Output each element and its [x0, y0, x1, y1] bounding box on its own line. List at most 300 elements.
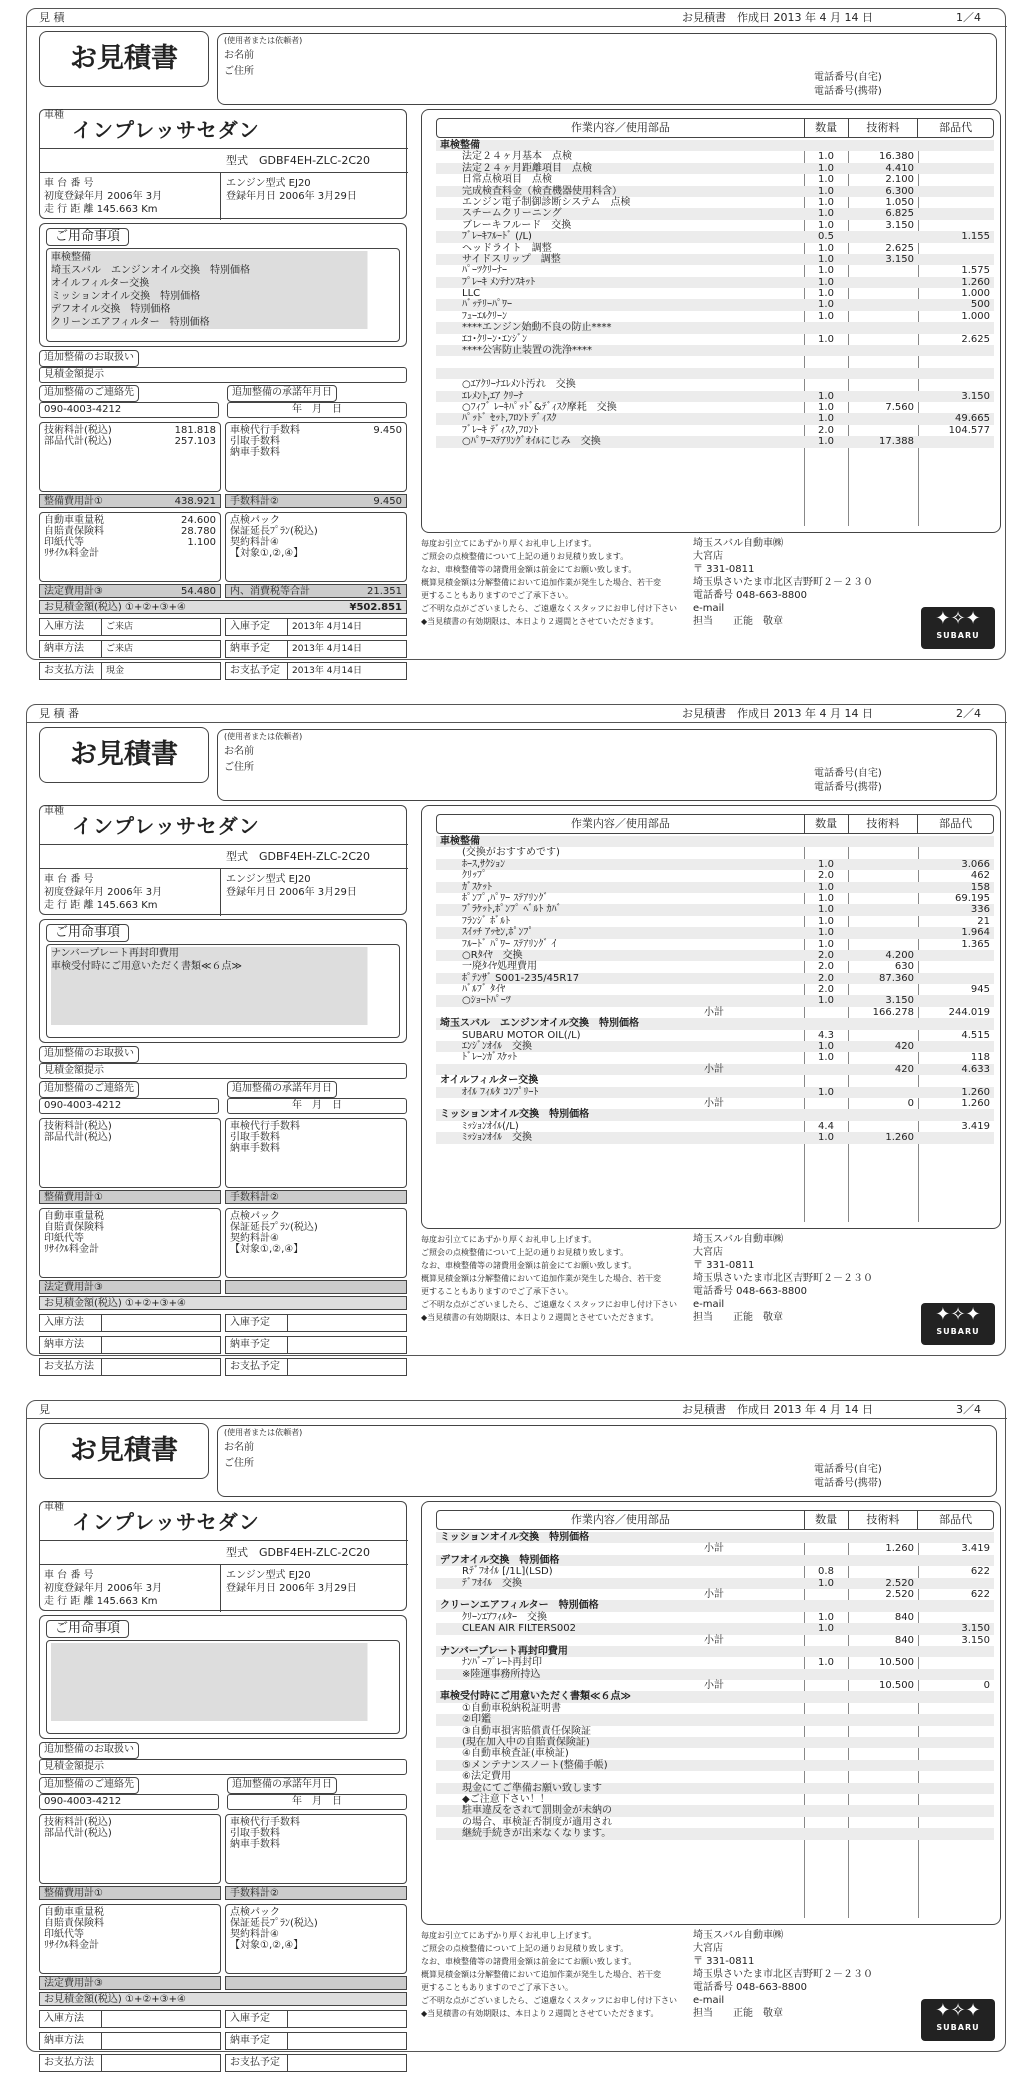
- item-fee: 3.150: [885, 253, 914, 265]
- table-row: [436, 402, 994, 413]
- table-row: [436, 1794, 994, 1805]
- item-fee: [848, 859, 918, 870]
- reg-date: 登録年月日 2006年 3月29日: [226, 887, 357, 898]
- table-row: [436, 961, 994, 972]
- shop-name: 埼玉スバル自動車㈱: [693, 1930, 783, 1941]
- shop-tel: 電話番号 048-663-8800: [693, 1286, 808, 1297]
- column-header: 技術料: [848, 1511, 918, 1529]
- item-name: ○ﾌｨﾌﾞ ﾚｰｷﾊﾟｯﾄﾞ&ﾃﾞｨｽｸ摩耗 交換: [462, 401, 617, 413]
- schedule-label: 入庫方法: [40, 1315, 102, 1331]
- item-name: 一廃ﾀｲﾔ処理費用: [462, 961, 537, 973]
- car-name: インプレッサセダン: [72, 118, 260, 142]
- table-row: [436, 1737, 994, 1748]
- page-header: [27, 1401, 1007, 1419]
- order-item: [51, 1695, 395, 1708]
- subtotals-2: [39, 1280, 407, 1294]
- item-fee: [848, 413, 918, 424]
- item-parts: [918, 1726, 994, 1737]
- item-name: ②印鑑: [462, 1714, 491, 1726]
- item-qty: [804, 836, 848, 847]
- item-qty: 2.0: [818, 961, 834, 973]
- engine-type: エンジン型式 EJ20: [226, 874, 311, 885]
- estimate-page: [26, 1400, 1006, 2068]
- item-parts: [918, 1132, 994, 1143]
- item-fee: [848, 847, 918, 858]
- table-row: [436, 1760, 994, 1771]
- item-parts: [918, 1771, 994, 1782]
- table-row: [436, 140, 994, 151]
- item-fee: 17.388: [879, 436, 914, 448]
- item-fee: 87.360: [879, 972, 914, 984]
- schedule-label: 入庫予定: [226, 619, 288, 635]
- item-name: ﾊﾞﾙﾌﾞ ﾀｲﾔ: [462, 984, 506, 996]
- consumption-tax: [225, 1976, 407, 1990]
- item-parts: [918, 1828, 994, 1839]
- schedule-label: 納車予定: [226, 1337, 288, 1353]
- order-item: [51, 973, 395, 986]
- item-qty: 1.0: [818, 1611, 834, 1623]
- schedule-row: [39, 618, 407, 636]
- orders-title: ご用命事項: [46, 1620, 129, 1638]
- insurance-value: 28.780: [181, 526, 216, 537]
- tel-mobile-label: 電話番号(携帯): [814, 86, 882, 97]
- table-row: [436, 368, 994, 379]
- item-parts: 1.260: [961, 276, 990, 288]
- table-row: [436, 1669, 994, 1680]
- schedule-label: お支払予定: [226, 2055, 288, 2071]
- item-fee: 630: [894, 961, 914, 973]
- table-row: [436, 1612, 994, 1623]
- extra-service: [39, 1046, 407, 1114]
- item-fee: [848, 231, 918, 242]
- item-name: 車検受付時にご用意いただく書類≪６点≫: [440, 1691, 631, 1703]
- schedule-cell: [225, 618, 407, 636]
- warranty: 保証延長ﾌﾟﾗﾝ(税込): [230, 526, 318, 537]
- item-qty: 1.0: [818, 390, 834, 402]
- approve-value: 年 月 日: [227, 1794, 407, 1811]
- item-name: ナンバープレート再封印費用: [440, 1645, 568, 1657]
- item-parts: [918, 1669, 994, 1680]
- divider: [220, 868, 221, 916]
- table-row: [436, 882, 994, 893]
- item-qty: 1.0: [818, 151, 834, 163]
- divider: [40, 844, 408, 845]
- item-name: ④自動車検査証(車検証): [462, 1748, 569, 1760]
- table-row: [436, 334, 994, 345]
- item-parts: [918, 847, 994, 858]
- divider: [40, 1564, 408, 1565]
- table-row: [436, 1064, 994, 1075]
- contract-total: 契約料計④: [230, 537, 279, 548]
- column-header: 技術料: [848, 815, 918, 833]
- divider: [220, 172, 221, 220]
- page-title: お見積書: [39, 1423, 209, 1479]
- item-fee: 420: [894, 1063, 914, 1075]
- item-fee: [848, 939, 918, 950]
- item-parts: 3.066: [961, 858, 990, 870]
- item-qty: 1.0: [818, 333, 834, 345]
- name-label: お名前: [224, 1442, 254, 1453]
- orders-box: [39, 919, 407, 1043]
- name-label: お名前: [224, 50, 254, 61]
- item-name: ﾌﾞﾚｰｷ ﾃﾞｨｽｸ,ﾌﾛﾝﾄ: [462, 424, 539, 436]
- contact-col: [39, 1777, 219, 1810]
- item-name: ﾃﾞﾌｵｲﾙ 交換: [462, 1577, 522, 1589]
- schedule-value: 2013年 4月14日: [292, 666, 362, 676]
- note-line: 毎度お引立てにあずかり厚くお礼申し上げます。: [421, 1235, 597, 1244]
- shop-branch: 大宮店: [693, 551, 723, 562]
- item-fee: [848, 356, 918, 367]
- car-name: インプレッサセダン: [72, 814, 260, 838]
- vehicle-info: [39, 1501, 407, 1611]
- item-fee: 2.520: [885, 1588, 914, 1600]
- shop-staff: 担当 正能 敬章: [693, 1312, 783, 1323]
- first-reg: 初度登録年月 2006年 3月: [44, 191, 163, 202]
- schedule-cell: [39, 640, 221, 658]
- item-qty: [804, 1680, 848, 1691]
- schedule: [39, 618, 407, 680]
- orders-title: ご用命事項: [46, 228, 129, 246]
- item-name: [436, 356, 804, 367]
- item-qty: 1.0: [818, 253, 834, 265]
- item-name: ﾊﾞｯﾃﾘｰﾊﾟﾜｰ: [462, 299, 512, 311]
- tech-label: 技術料計(税込): [44, 425, 112, 436]
- orders-list: [46, 944, 400, 1038]
- schedule-cell: [225, 1336, 407, 1354]
- shop-address: 埼玉県さいたま市北区吉野町２－２３０: [693, 1969, 873, 1980]
- legal-total: [39, 1976, 221, 1990]
- schedule-value: [288, 1315, 292, 1331]
- item-parts: [918, 1657, 994, 1668]
- order-item: 車検整備: [51, 251, 395, 264]
- table-row: [436, 1018, 994, 1029]
- item-qty: [804, 1794, 848, 1805]
- item-qty: [804, 1760, 848, 1771]
- item-name: (現在加入中の自賠責保険証): [462, 1737, 590, 1749]
- shop-info: [693, 537, 943, 628]
- schedule-value: [288, 2055, 292, 2071]
- item-name: ﾎｰｽ,ｻｸｼｮﾝ: [462, 858, 506, 870]
- fees: [225, 1118, 407, 1188]
- schedule-label: 納車方法: [40, 641, 102, 657]
- shop-staff: 担当 正能 敬章: [693, 2008, 783, 2019]
- orders-box: [39, 1615, 407, 1739]
- grand-label: お見積金額(税込) ①+②+③+④: [44, 602, 186, 613]
- item-name: 現金にてご準備お願い致します: [462, 1782, 602, 1794]
- item-name: ﾐｯｼｮﾝｵｲﾙ 交換: [462, 1132, 532, 1144]
- table-row: [436, 1771, 994, 1782]
- item-qty: [804, 1018, 848, 1029]
- schedule-row: [39, 640, 407, 658]
- item-parts: 49.665: [955, 413, 990, 425]
- item-name: ブレーキフルード 交換: [462, 219, 572, 231]
- engine-type: エンジン型式 EJ20: [226, 178, 311, 189]
- note-line: なお、車検整備等の諸費用金額は前金にてお願い致します。: [421, 1957, 637, 1966]
- car-model: 型式 GDBF4EH-ZLC-2C20: [226, 154, 371, 167]
- item-qty: [804, 1109, 848, 1120]
- check-pack: 点検パック: [230, 1211, 280, 1222]
- grand-label: お見積金額(税込) ①+②+③+④: [44, 1298, 186, 1309]
- table-row: [436, 847, 994, 858]
- reg-date: 登録年月日 2006年 3月29日: [226, 191, 357, 202]
- item-fee: [848, 916, 918, 927]
- table-row: [436, 322, 994, 333]
- item-fee: [848, 870, 918, 881]
- extra-label: 追加整備のお取扱い: [39, 350, 139, 367]
- item-qty: 2.0: [818, 424, 834, 436]
- schedule-label: 納車方法: [40, 2033, 102, 2049]
- item-fee: 1.260: [885, 1132, 914, 1144]
- column-header: 数量: [804, 1511, 848, 1529]
- subaru-stars-icon: ✦✧✦: [935, 608, 981, 629]
- column-header: 作業内容／使用部品: [570, 817, 670, 830]
- item-qty: [804, 1075, 848, 1086]
- schedule-label: お支払予定: [226, 1359, 288, 1375]
- item-parts: [918, 1612, 994, 1623]
- item-parts: [918, 1532, 994, 1543]
- item-qty: [804, 345, 848, 356]
- item-parts: 2.625: [961, 333, 990, 345]
- item-parts: [918, 243, 994, 254]
- notes: [421, 1929, 681, 2020]
- subaru-logo: [921, 607, 995, 649]
- item-name: 日常点検項目 点検: [462, 174, 552, 186]
- note-line: 概算見積金額は分解整備において追加作業が発生した場合、若干変: [421, 578, 661, 587]
- doc-label: 見 積 番: [39, 707, 79, 720]
- orders-box: [39, 223, 407, 347]
- item-qty: [804, 1543, 848, 1554]
- item-name: 完成検査料金（検査機器使用料含）: [462, 185, 622, 197]
- table-row: [436, 254, 994, 265]
- item-fee: [848, 379, 918, 390]
- insurance: 自賠責保険料: [44, 526, 104, 537]
- extra-value: 見積金額提示: [39, 367, 407, 384]
- item-parts: [918, 1748, 994, 1759]
- item-name: ミッションオイル交換 特別価格: [440, 1109, 590, 1121]
- pickup-fee: 引取手数料: [230, 1828, 280, 1839]
- schedule-cell: [39, 2054, 221, 2072]
- item-parts: [918, 1075, 994, 1086]
- totals-1: [39, 422, 407, 492]
- reg-date: 登録年月日 2006年 3月29日: [226, 1583, 357, 1594]
- item-parts: 69.195: [955, 892, 990, 904]
- extra-label: 追加整備のお取扱い: [39, 1742, 139, 1759]
- item-qty: 1.0: [818, 242, 834, 254]
- totals-1: [39, 1118, 407, 1188]
- schedule-value: [102, 1315, 106, 1331]
- item-qty: [804, 1532, 848, 1543]
- table-row: [436, 243, 994, 254]
- item-parts: 500: [970, 299, 990, 311]
- schedule-cell: [39, 1314, 221, 1332]
- item-qty: [804, 1007, 848, 1018]
- note-line: ご不明な点がございましたら、ご遠慮なくスタッフにお申し付け下さい: [421, 1996, 677, 2005]
- fee-total: [225, 494, 407, 508]
- order-item: オイルフィルター交換: [51, 277, 395, 290]
- divider: [40, 1540, 408, 1541]
- vehicle-info: [39, 805, 407, 915]
- item-qty: 2.0: [818, 870, 834, 882]
- item-name: ﾅﾝﾊﾞｰﾌﾟﾚｰﾄ再封印: [462, 1657, 542, 1669]
- customer-box: [217, 1425, 997, 1497]
- table-row: [436, 1635, 994, 1646]
- table-row: [436, 1543, 994, 1554]
- item-fee: 2.100: [885, 174, 914, 186]
- divider: [40, 148, 408, 149]
- schedule-label: お支払方法: [40, 2055, 102, 2071]
- item-qty: [804, 368, 848, 379]
- schedule-label: 入庫方法: [40, 2011, 102, 2027]
- legal-fees: [39, 1208, 221, 1278]
- item-fee: [848, 391, 918, 402]
- item-name: ○ﾊﾟﾜｰｽﾃｱﾘﾝｸﾞｵｲﾙにじみ 交換: [462, 436, 601, 448]
- maint-total-label: 整備費用計①: [44, 1888, 103, 1899]
- item-qty: [804, 322, 848, 333]
- orders-list: [46, 248, 400, 342]
- tel-mobile-label: 電話番号(携帯): [814, 782, 882, 793]
- schedule-cell: [225, 1314, 407, 1332]
- item-qty: 1.0: [818, 265, 834, 277]
- item-fee: [848, 904, 918, 915]
- item-parts: [918, 1018, 994, 1029]
- schedule-row: [39, 2032, 407, 2050]
- item-parts: 1.260: [961, 1086, 990, 1098]
- pickup-fee: 引取手数料: [230, 1132, 280, 1143]
- item-fee: 10.500: [879, 1657, 914, 1669]
- requester-label: (使用者または依頼者): [224, 1428, 303, 1437]
- note-line: 更することもありますのでご了承下さい。: [421, 1287, 573, 1296]
- notes: [421, 1233, 681, 1324]
- column-header: 作業内容／使用部品: [570, 1513, 670, 1526]
- mileage: 走 行 距 離 145.663 Km: [44, 204, 158, 215]
- address-label: ご住所: [224, 1458, 254, 1469]
- weight-tax: 自動車重量税: [44, 515, 104, 526]
- item-name: サイドスリップ 調整: [462, 253, 561, 265]
- item-fee: [848, 140, 918, 151]
- table-row: [436, 1657, 994, 1668]
- item-name: デフオイル交換 特別価格: [440, 1554, 560, 1566]
- item-parts: [918, 950, 994, 961]
- schedule-cell: [225, 662, 407, 680]
- divider: [40, 868, 408, 869]
- schedule-row: [39, 1336, 407, 1354]
- contact-label: 追加整備のご連絡先: [39, 1777, 139, 1794]
- item-qty: 1.0: [818, 1623, 834, 1635]
- item-qty: [804, 1635, 848, 1646]
- item-fee: [848, 334, 918, 345]
- schedule-row: [39, 2054, 407, 2072]
- order-item: 車検受付時にご用意いただく書類≪６点≫: [51, 960, 395, 973]
- order-item: [51, 1708, 395, 1721]
- item-name: ミッションオイル交換 特別価格: [440, 1532, 590, 1543]
- column-header: 技術料: [848, 119, 918, 137]
- parts-label: 部品代計(税込): [44, 1828, 112, 1839]
- table-row: [436, 311, 994, 322]
- column-header: 部品代: [917, 1511, 993, 1529]
- item-name: ﾄﾞﾚｰﾝｶﾞｽｹｯﾄ: [462, 1052, 517, 1064]
- grand-total: [39, 600, 407, 614]
- item-name: 車検整備: [440, 836, 480, 847]
- table-row: [436, 379, 994, 390]
- item-fee: [848, 425, 918, 436]
- car-label: 車種: [44, 806, 64, 817]
- tech-value: 181.818: [174, 425, 216, 436]
- item-fee: [848, 1121, 918, 1132]
- schedule-value: [102, 2033, 106, 2049]
- fees: [225, 422, 407, 492]
- item-name: ﾌﾟﾚｰｷ ﾒﾝﾃﾅﾝｽｷｯﾄ: [462, 276, 536, 288]
- parts-label: 部品代計(税込): [44, 1132, 112, 1143]
- page-number: 2／4: [956, 707, 981, 720]
- order-item: [51, 1682, 395, 1695]
- table-row: [436, 197, 994, 208]
- item-qty: 1.0: [818, 413, 834, 425]
- note-line: ご不明な点がございましたら、ご遠慮なくスタッフにお申し付け下さい: [421, 1300, 677, 1309]
- weight-tax: 自動車重量税: [44, 1907, 104, 1918]
- item-qty: [804, 1703, 848, 1714]
- item-fee: [848, 1748, 918, 1759]
- item-name: ⑥法定費用: [462, 1771, 511, 1783]
- subtotals-2: [39, 584, 407, 598]
- item-name: ****公害防止装置の洗浄****: [462, 345, 592, 357]
- maint-total: [39, 1190, 221, 1204]
- schedule-label: 入庫方法: [40, 619, 102, 635]
- item-parts: [918, 368, 994, 379]
- item-parts: [918, 1714, 994, 1725]
- item-parts: [918, 163, 994, 174]
- schedule-value: ご来店: [106, 622, 134, 632]
- schedule-value: [102, 1337, 106, 1353]
- car-name: インプレッサセダン: [72, 1510, 260, 1534]
- fee-total-label: 手数料計②: [230, 1192, 279, 1203]
- order-item: デフオイル交換 特別価格: [51, 303, 395, 316]
- item-name: ﾐｯｼｮﾝｵｲﾙ(/L): [462, 1120, 519, 1132]
- item-fee: [848, 1623, 918, 1634]
- item-fee: [848, 368, 918, 379]
- extra-value: 見積金額提示: [39, 1063, 407, 1080]
- shop-zip: 〒 331-0811: [693, 1956, 755, 1967]
- column-header: 数量: [804, 119, 848, 137]
- item-name: ﾊﾟｰﾂｸﾘｰﾅｰ: [462, 265, 507, 277]
- table-row: [436, 436, 994, 447]
- item-parts: [918, 1691, 994, 1702]
- item-parts: [918, 1703, 994, 1714]
- schedule-cell: [225, 640, 407, 658]
- table-row: [436, 1132, 994, 1143]
- item-parts: [918, 973, 994, 984]
- table-row: [436, 859, 994, 870]
- item-name: ※陸運事務所持込: [462, 1668, 541, 1680]
- doc-date: お見積書 作成日 2013 年 4 月 14 日: [682, 707, 873, 720]
- totals-2: [39, 1904, 407, 1974]
- item-qty: [804, 140, 848, 151]
- item-parts: [918, 356, 994, 367]
- divider: [220, 1564, 221, 1612]
- table-row: [436, 1075, 994, 1086]
- page-title: お見積書: [39, 727, 209, 783]
- item-qty: 2.0: [818, 984, 834, 996]
- shop-branch: 大宮店: [693, 1247, 723, 1258]
- item-name: 小計: [704, 1543, 724, 1555]
- address-label: ご住所: [224, 66, 254, 77]
- table-row: [436, 1041, 994, 1052]
- orders-list: [46, 1640, 400, 1734]
- table-row: [436, 1087, 994, 1098]
- note-line: ◆当見積書の有効期限は、本日より２週間とさせていただきます。: [421, 1313, 659, 1322]
- item-fee: [848, 1109, 918, 1120]
- item-fee: [848, 1703, 918, 1714]
- item-qty: 1.0: [818, 162, 834, 174]
